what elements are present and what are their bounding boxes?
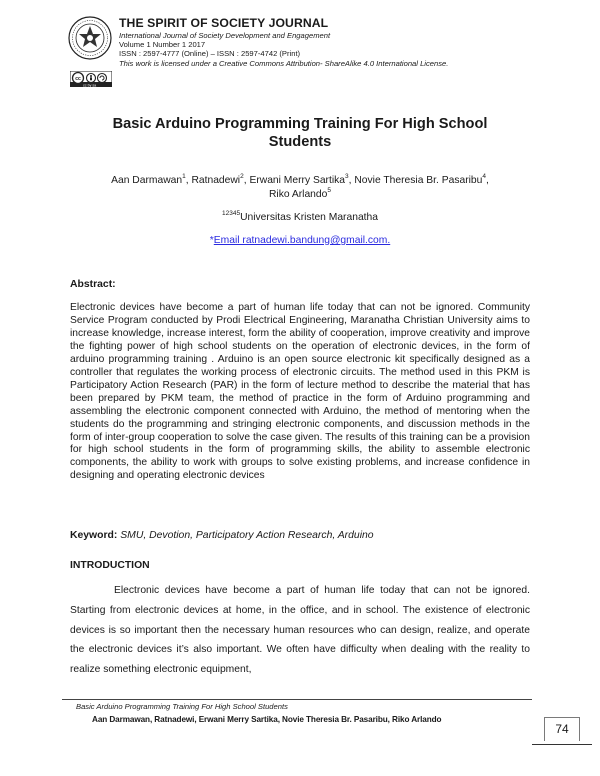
page-number-underline — [532, 744, 592, 745]
journal-subtitle: International Journal of Society Development and Engagement — [119, 31, 331, 40]
journal-seal-logo — [68, 16, 112, 60]
paper-title-line1: Basic Arduino Programming Training For High School — [112, 116, 488, 132]
keyword-line — [70, 530, 374, 541]
author-4-sup: 4 — [482, 173, 486, 180]
abstract-body: Electronic devices have become a part of human life today that can not be ignored. Community Service Program conducted by Prodi Electrical Engineering, Maranatha Christian University aims to increase knowledge, increase interest, form the ability of cooperation, improve creativity and improve the fighting power of high school students on the operation of electronic devices, in the form of arduino programming training . Arduino is an open source electronic kit specifically designed as a controller that regulates the working process of electronic circuits. The method used in this PKM is Participatory Action Research (PAR) in the form of lecture method to describe the material that has been prepared by PKM team, the method of practice in the form of Arduino programming and assembling the electronic component connected with Arduino, the method of mentoring when the students do the programming and stringing electronic components, and discussion methods in the form of inter-group cooperation to solve the case given. The results of this training can be a provision for high school students in the form of programming skills, the ability to assemble electronic components, the ability to work with groups to solve existing problems, and increase confidence in designing and operating electronic devices — [70, 302, 530, 482]
author-4: , Novie Theresia Br. Pasaribu — [348, 175, 483, 186]
keyword-label: Keyword: — [70, 530, 118, 541]
introduction-heading: INTRODUCTION — [70, 560, 150, 571]
keyword-values: SMU, Devotion, Participatory Action Research, Arduino — [117, 530, 374, 541]
footer-running-title: Basic Arduino Programming Training For High School Students — [76, 702, 288, 711]
author-separator: , — [486, 175, 489, 186]
corresponding-email-line — [0, 235, 600, 246]
affiliation-name: Universitas Kristen Maranatha — [240, 212, 378, 223]
page-number: 74 — [555, 722, 569, 736]
journal-issn: ISSN : 2597-4777 (Online) – ISSN : 2597-4742 (Print) — [119, 49, 301, 58]
email-asterisk: * — [209, 235, 214, 246]
abstract-heading: Abstract: — [70, 279, 116, 290]
svg-text:cc by sa: cc by sa — [83, 83, 97, 87]
journal-title: THE SPIRIT OF SOCIETY JOURNAL — [119, 16, 329, 30]
author-list-line2 — [0, 189, 600, 200]
cc-by-sa-license-icon[interactable] — [70, 71, 112, 87]
author-3-sup: 3 — [345, 173, 349, 180]
footer-divider — [62, 699, 532, 700]
svg-text:cc: cc — [75, 76, 81, 82]
paper-title-line2: Students — [268, 134, 332, 150]
author-5: Riko Arlando — [268, 189, 328, 200]
journal-volume: Volume 1 Number 1 2017 — [119, 40, 206, 49]
author-2: , Ratnadewi — [185, 175, 241, 186]
footer-authors: Aan Darmawan, Ratnadewi, Erwani Merry Sartika, Novie Theresia Br. Pasaribu, Riko Arlando — [92, 715, 442, 724]
author-3: , Erwani Merry Sartika — [243, 175, 346, 186]
paper-title — [0, 115, 600, 151]
affiliation — [0, 212, 600, 223]
author-list-line1 — [0, 175, 600, 186]
author-1: Aan Darmawan — [111, 175, 183, 186]
author-5-sup: 5 — [327, 187, 331, 194]
introduction-body — [70, 581, 530, 680]
email-link[interactable]: Email ratnadewi.bandung@gmail.com. — [213, 235, 391, 246]
affiliation-sup: 12345 — [221, 210, 241, 217]
author-2-sup: 2 — [240, 173, 244, 180]
author-1-sup: 1 — [182, 173, 186, 180]
license-statement: This work is licensed under a Creative Commons Attribution- ShareAlike 4.0 International License. — [119, 59, 449, 68]
introduction-text: Electronic devices have become a part of human life today that can not be ignored. Starting from electronic devices at home, in the office, and in school. The existence of electronic devices is so important then the necessary human resources who can design, realize, and operate the electronic devices it’s also important. We often have difficulty when dealing with the reality to realize something electronic equipment, — [70, 585, 530, 676]
